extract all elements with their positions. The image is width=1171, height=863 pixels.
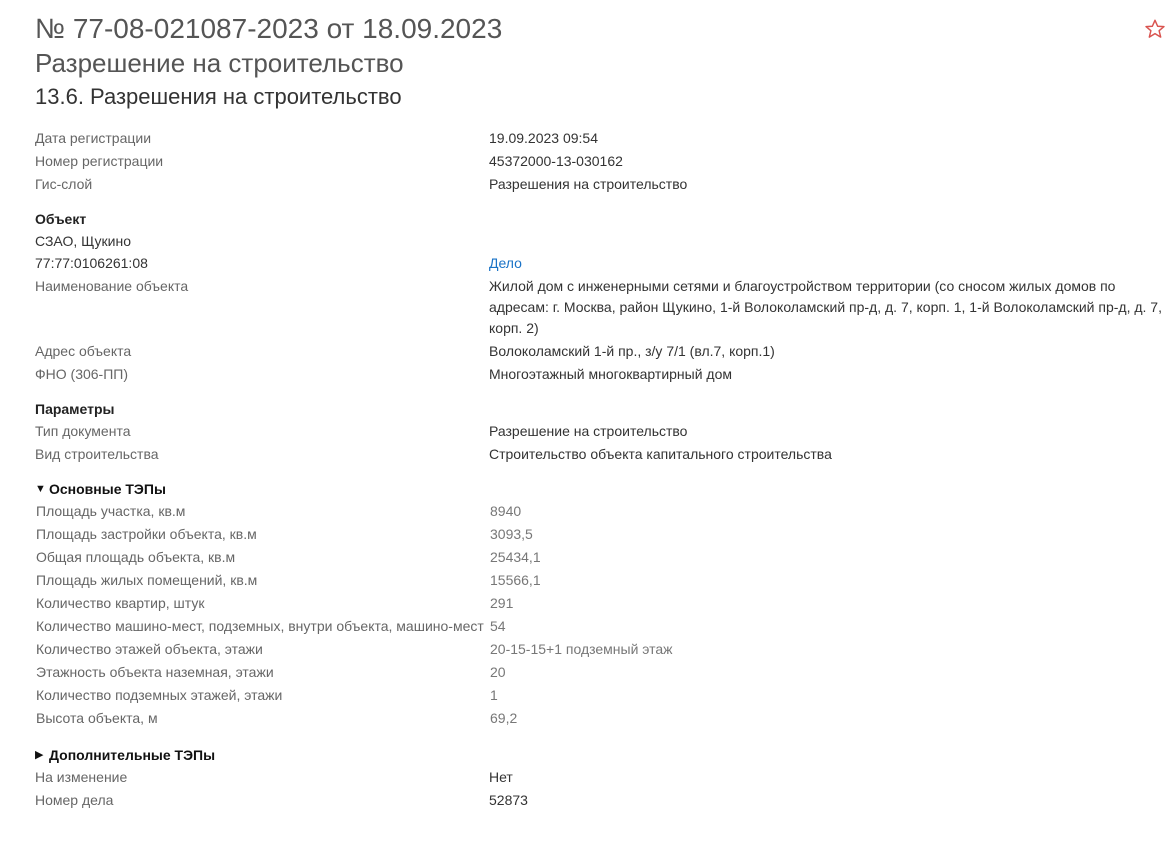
tep-value: 20-15-15+1 подземный этаж xyxy=(490,641,673,657)
main-tep-toggle[interactable] xyxy=(35,479,1163,500)
case-number-row xyxy=(35,790,1163,811)
object-address-value: Волоколамский 1-й пр., з/у 7/1 (вл.7, корп.1) xyxy=(489,343,775,359)
tep-value: 20 xyxy=(490,664,506,680)
tep-row xyxy=(35,593,1163,614)
tep-row xyxy=(35,616,1163,637)
change-row xyxy=(35,767,1163,788)
doc-type-value: Разрешение на строительство xyxy=(489,423,688,439)
case-link[interactable]: Дело xyxy=(489,255,522,271)
main-tep-list xyxy=(35,501,1163,729)
tep-label: Количество машино-мест, подземных, внутри объекта, машино-мест xyxy=(36,618,484,634)
tep-value: 69,2 xyxy=(490,710,518,726)
tep-label: Количество квартир, штук xyxy=(36,595,205,611)
triangle-down-icon: ▼ xyxy=(35,483,46,495)
tep-label: Высота объекта, м xyxy=(36,710,158,726)
registration-number-row xyxy=(35,151,1163,172)
tep-row xyxy=(35,708,1163,729)
main-tep-title: Основные ТЭПы xyxy=(49,481,166,497)
gis-layer-label: Гис-слой xyxy=(35,176,93,192)
tep-value: 8940 xyxy=(490,503,522,519)
build-kind-row xyxy=(35,444,1163,465)
tep-row xyxy=(35,685,1163,706)
tep-label: Площадь застройки объекта, кв.м xyxy=(36,526,257,542)
object-address-row xyxy=(35,341,1163,362)
tep-value: 291 xyxy=(490,595,514,611)
registration-block xyxy=(35,128,1163,195)
change-label: На изменение xyxy=(35,769,128,785)
registration-number-value: 45372000-13-030162 xyxy=(489,153,623,169)
tep-value: 54 xyxy=(490,618,506,634)
gis-layer-row xyxy=(35,174,1163,195)
tep-row xyxy=(35,524,1163,545)
case-number-label: Номер дела xyxy=(35,792,114,808)
doc-type-row xyxy=(35,421,1163,442)
object-section-title: Объект xyxy=(35,211,87,227)
tep-value: 3093,5 xyxy=(490,526,533,542)
fno-value: Многоэтажный многоквартирный дом xyxy=(489,366,733,382)
tep-row xyxy=(35,501,1163,522)
tep-label: Площадь участка, кв.м xyxy=(36,503,186,519)
tep-row xyxy=(35,547,1163,568)
params-section-title: Параметры xyxy=(35,401,115,417)
object-name-row xyxy=(35,276,1163,339)
tep-row xyxy=(35,639,1163,660)
tep-row xyxy=(35,570,1163,591)
tep-label: Количество подземных этажей, этажи xyxy=(36,687,283,703)
build-kind-label: Вид строительства xyxy=(35,446,159,462)
tep-value: 15566,1 xyxy=(490,572,541,588)
fno-label: ФНО (306-ПП) xyxy=(35,366,129,382)
tep-row xyxy=(35,662,1163,683)
object-name-label: Наименование объекта xyxy=(35,278,189,294)
object-name-value: Жилой дом с инженерными сетями и благоустройством территории (со сносом жилых домов по адресам: г. Москва, район Щукино, 1-й Волоколамский пр-д, д. 7, корп. 1, 1-й Волоколамский пр-д, д. 7, корп. 2) xyxy=(489,278,1162,336)
cadastral-number: 77:77:0106261:08 xyxy=(35,255,148,271)
tep-value: 1 xyxy=(490,687,498,703)
registration-date-label: Дата регистрации xyxy=(35,130,152,146)
tep-value: 25434,1 xyxy=(490,549,541,565)
case-number-value: 52873 xyxy=(489,792,528,808)
extra-tep-title: Дополнительные ТЭПы xyxy=(49,747,216,763)
document-category-title: 13.6. Разрешения на строительство xyxy=(35,84,402,109)
triangle-right-icon: ▶ xyxy=(35,749,44,761)
doc-type-label: Тип документа xyxy=(35,423,131,439)
registration-date-value: 19.09.2023 09:54 xyxy=(489,130,598,146)
cadastral-row xyxy=(35,253,1163,274)
fno-row xyxy=(35,364,1163,385)
document-number-title: № 77-08-021087-2023 от 18.09.2023 xyxy=(35,13,503,44)
extra-tep-toggle[interactable] xyxy=(35,745,1163,766)
document-card xyxy=(35,12,1163,813)
tep-label: Общая площадь объекта, кв.м xyxy=(36,549,236,565)
registration-number-label: Номер регистрации xyxy=(35,153,164,169)
object-district: СЗАО, Щукино xyxy=(35,233,132,249)
change-value: Нет xyxy=(489,769,513,785)
object-address-label: Адрес объекта xyxy=(35,343,132,359)
gis-layer-value: Разрешения на строительство xyxy=(489,176,688,192)
tep-label: Этажность объекта наземная, этажи xyxy=(36,664,274,680)
document-type-title: Разрешение на строительство xyxy=(35,48,404,78)
star-outline-icon[interactable] xyxy=(1144,18,1166,40)
build-kind-value: Строительство объекта капитального строительства xyxy=(489,446,832,462)
tep-label: Площадь жилых помещений, кв.м xyxy=(36,572,258,588)
registration-date-row xyxy=(35,128,1163,149)
tep-label: Количество этажей объекта, этажи xyxy=(36,641,263,657)
